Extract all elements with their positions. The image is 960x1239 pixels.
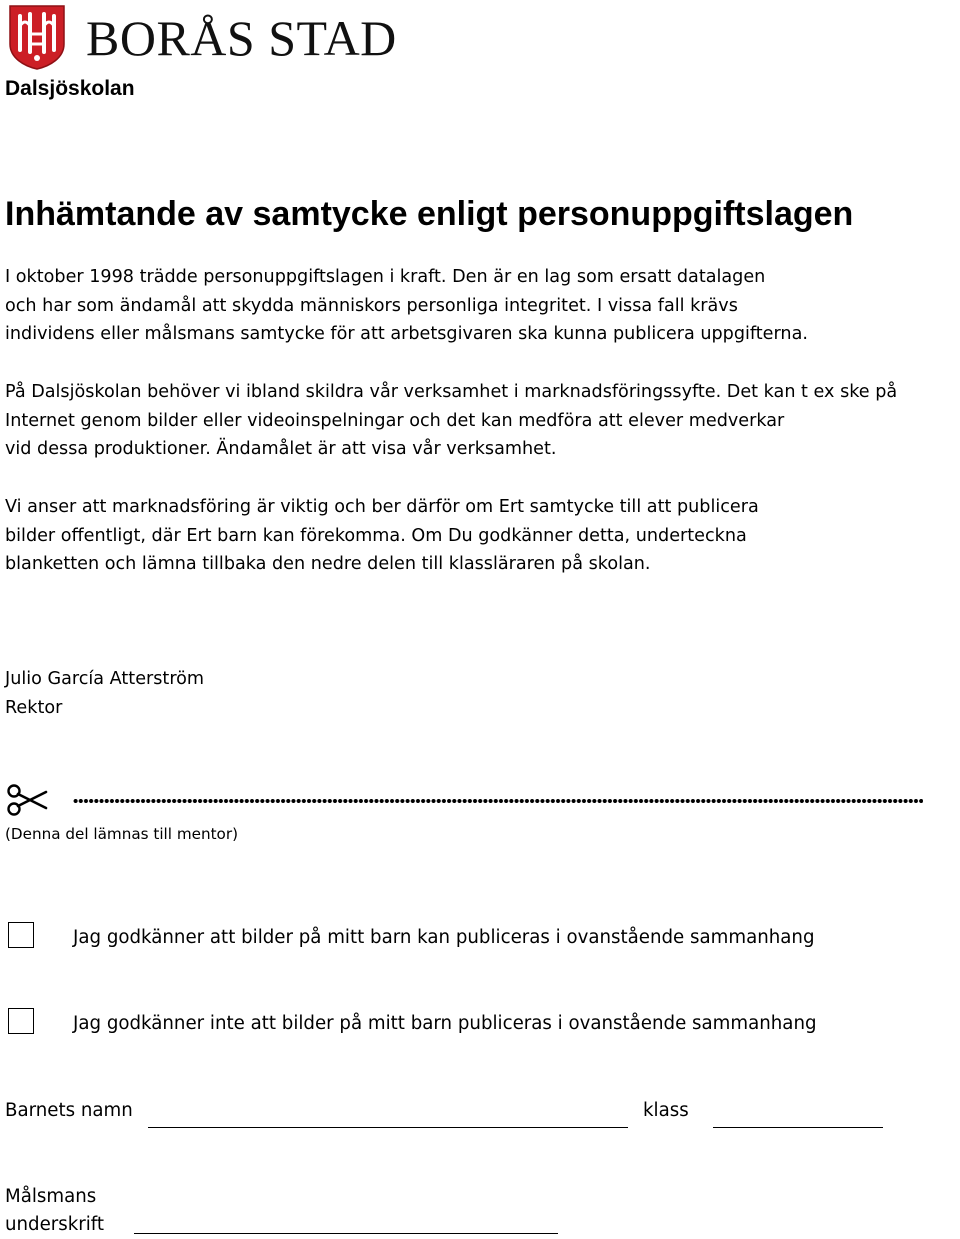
child-name-label: Barnets namn — [5, 1100, 133, 1121]
cut-note: (Denna del lämnas till mentor) — [5, 825, 238, 843]
school-name: Dalsjöskolan — [5, 77, 135, 100]
consent-yes-label: Jag godkänner att bilder på mitt barn kan publiceras i ovanstående sammanhang — [73, 927, 815, 948]
paragraph-line: vid dessa produktioner. Ändamålet är att visa vår verksamhet. — [5, 439, 557, 460]
consent-yes-checkbox[interactable] — [8, 922, 34, 948]
cut-dotted-line — [73, 798, 923, 804]
paragraph-line: Vi anser att marknadsföring är viktig och ber därför om Ert samtycke till att publicera — [5, 497, 759, 517]
guardian-signature-label: Målsmans — [5, 1186, 97, 1207]
scissors-icon — [6, 782, 48, 818]
signer-name: Julio García Atterström — [5, 669, 205, 689]
paragraph-line: individens eller målsmans samtycke för att arbetsgivaren ska kunna publicera uppgifterna. — [5, 324, 808, 345]
consent-no-checkbox[interactable] — [8, 1008, 34, 1034]
guardian-signature-field[interactable] — [134, 1207, 558, 1234]
child-name-field[interactable] — [148, 1101, 628, 1128]
class-label: klass — [643, 1100, 689, 1121]
paragraph-intro — [5, 263, 960, 349]
paragraph-line: blanketten och lämna tillbaka den nedre delen till klassläraren på skolan. — [5, 554, 651, 575]
paragraph-request — [5, 493, 960, 579]
paragraph-line: och har som ändamål att skydda människors personliga integritet. I vissa fall krävs — [5, 295, 738, 316]
page-title: Inhämtande av samtycke enligt personuppgiftslagen — [5, 195, 854, 233]
paragraph-line: Internet genom bilder eller videoinspelningar och det kan medföra att elever medverkar — [5, 410, 785, 431]
guardian-signature-label: underskrift — [5, 1214, 105, 1235]
consent-no-label: Jag godkänner inte att bilder på mitt barn publiceras i ovanstående sammanhang — [73, 1013, 817, 1034]
paragraph-line: bilder offentligt, där Ert barn kan förekomma. Om Du godkänner detta, underteckna — [5, 525, 747, 546]
class-field[interactable] — [713, 1101, 883, 1128]
boras-stad-shield-icon — [8, 4, 66, 70]
paragraph-line: På Dalsjöskolan behöver vi ibland skildra vår verksamhet i marknadsföringssyfte. Det kan t ex ske på — [5, 382, 898, 402]
logo-wordmark: BORÅS STAD — [86, 10, 397, 66]
signer-role: Rektor — [5, 698, 63, 718]
paragraph-line: I oktober 1998 trädde personuppgiftslagen i kraft. Den är en lag som ersatt datalagen — [5, 267, 766, 287]
paragraph-purpose — [5, 378, 960, 464]
